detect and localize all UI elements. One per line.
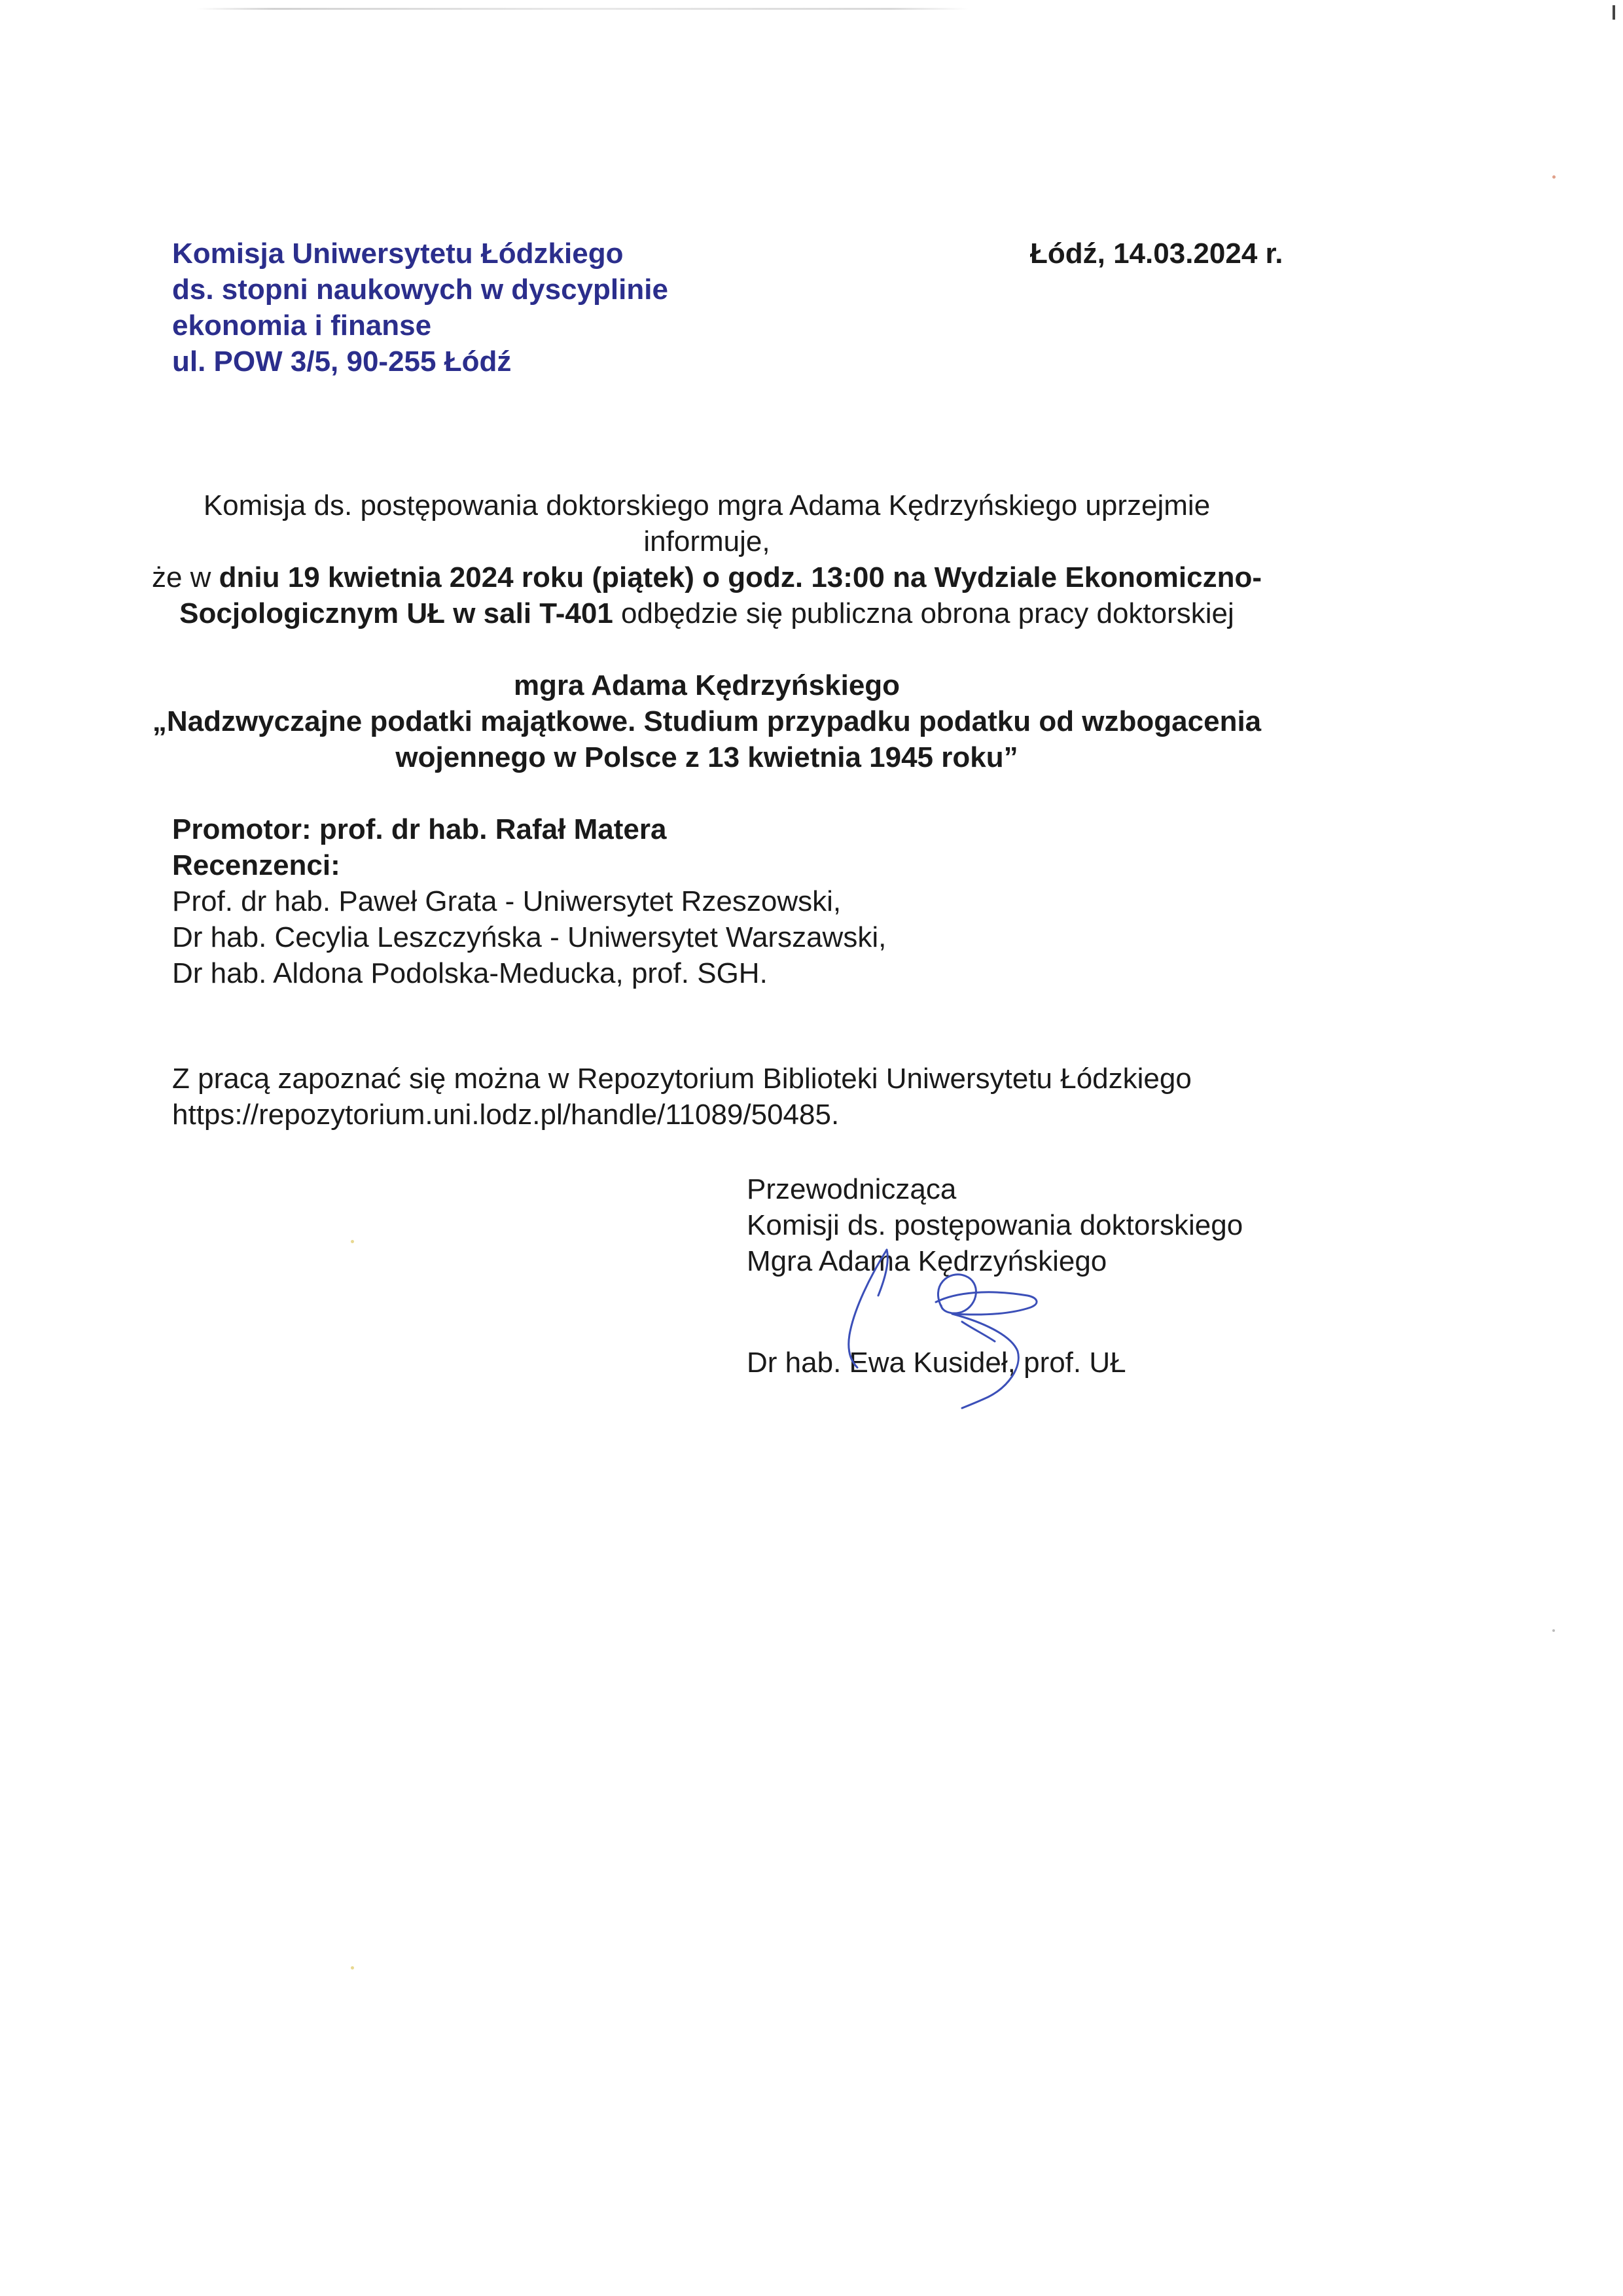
scan-speck — [351, 1966, 354, 1969]
thesis-block — [98, 667, 1315, 775]
thesis-title-line: wojennego w Polsce z 13 kwietnia 1945 roku” — [395, 741, 1018, 773]
reviewer: Dr hab. Aldona Podolska-Meducka, prof. SGH. — [172, 957, 768, 989]
reviewer: Dr hab. Cecylia Leszczyńska - Uniwersytet Warszawski, — [172, 921, 887, 953]
sender-address — [172, 236, 668, 380]
reviewer: Prof. dr hab. Paweł Grata - Uniwersytet Rzeszowski, — [172, 885, 842, 917]
scan-artifact-line — [196, 8, 969, 10]
document-date: Łódź, 14.03.2024 r. — [1030, 238, 1283, 270]
sender-line: ul. POW 3/5, 90-255 Łódź — [172, 345, 512, 378]
committee-list — [172, 811, 886, 991]
signature-stroke — [849, 1250, 887, 1368]
scan-speck — [1552, 1629, 1555, 1632]
scan-speck — [351, 1240, 354, 1243]
announcement-line: informuje, — [643, 525, 770, 557]
sender-line: Komisja Uniwersytetu Łódzkiego — [172, 238, 624, 270]
announcement-line — [131, 559, 1283, 595]
handwritten-signature — [831, 1230, 1080, 1433]
announcement-line: Komisja ds. postępowania doktorskiego mgra Adama Kędrzyńskiego uprzejmie — [203, 489, 1211, 521]
sender-line: ekonomia i finanse — [172, 309, 432, 342]
signature-title: Przewodnicząca — [747, 1173, 957, 1205]
defense-room: Socjologicznym UŁ w sali T-401 — [179, 597, 613, 629]
scan-edge-mark — [1613, 5, 1615, 20]
announcement-line — [131, 595, 1283, 631]
signature-title: Mgra Adama Kędrzyńskiego — [747, 1245, 1107, 1277]
signer-name: Dr hab. Ewa Kusideł, prof. UŁ — [747, 1347, 1126, 1379]
repository-link[interactable]: https://repozytorium.uni.lodz.pl/handle/11089/50485. — [172, 1099, 840, 1131]
signature-title: Komisji ds. postępowania doktorskiego — [747, 1209, 1243, 1241]
announcement-text: odbędzie się publiczna obrona pracy doktorskiej — [613, 597, 1234, 629]
thesis-author: mgra Adama Kędrzyńskiego — [513, 669, 901, 701]
signature-stroke — [952, 1314, 1018, 1408]
announcement-paragraph — [131, 487, 1283, 631]
defense-date-time-place: dniu 19 kwietnia 2024 roku (piątek) o godz. 13:00 na Wydziale Ekonomiczno- — [219, 561, 1262, 593]
sender-line: ds. stopni naukowych w dyscyplinie — [172, 274, 668, 306]
scan-speck — [1552, 175, 1556, 179]
repository-info — [172, 1061, 1192, 1133]
reviewers-label: Recenzenci: — [172, 849, 340, 881]
repository-text: Z pracą zapoznać się można w Repozytorium Biblioteki Uniwersytetu Łódzkiego — [172, 1063, 1192, 1095]
announcement-text: że w — [151, 561, 219, 593]
promotor: Promotor: prof. dr hab. Rafał Matera — [172, 813, 667, 845]
signature-stroke — [936, 1292, 1037, 1315]
signature-stroke — [962, 1322, 995, 1341]
thesis-title-line: „Nadzwyczajne podatki majątkowe. Studium przypadku podatku od wzbogacenia — [152, 705, 1262, 737]
